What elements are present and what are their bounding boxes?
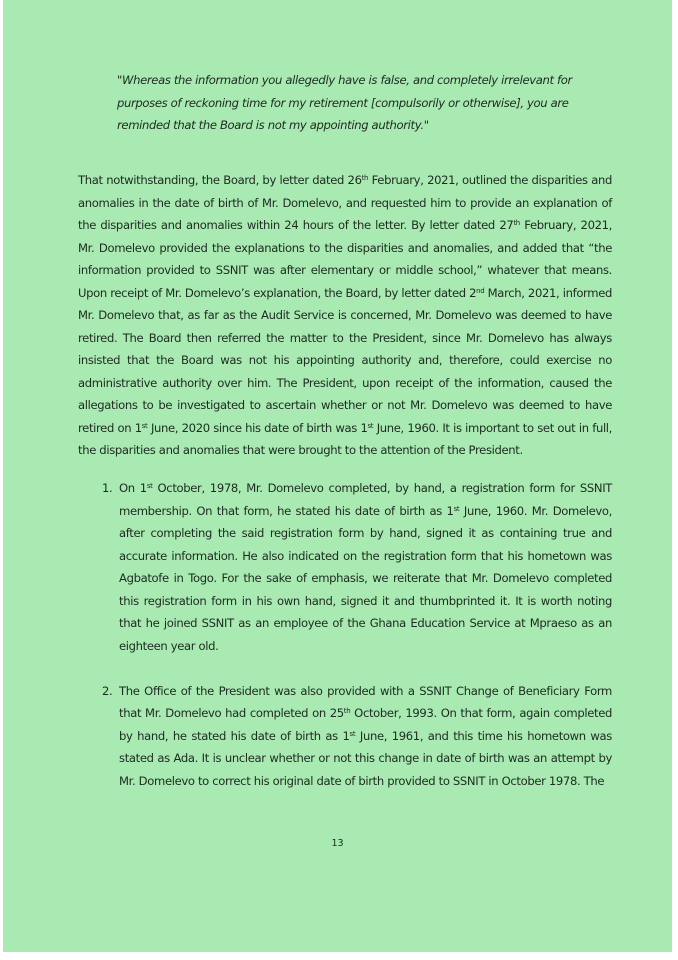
list-item-text: On 1 xyxy=(119,481,147,495)
ordinal-suffix: st xyxy=(349,729,356,738)
list-item-text: The Office of the President was also provided with a SSNIT Change of Beneficiary Form that Mr. Domelevo had completed on 25 xyxy=(119,683,612,720)
ordinal-suffix: st xyxy=(453,504,460,513)
list-item xyxy=(78,477,612,657)
paragraph-text: March, 2021, informed Mr. Domelevo that, as far as the Audit Service is concerned, Mr. Domelevo was deemed to have retired. The Board then referred the matter to the President, since Mr. Domelevo has always insisted that the Board was not his appointing authority and, therefore, could exercise no administrative authority over him. The President, upon receipt of the information, caused the allegations to be investigated to ascertain whether or not Mr. Domelevo was deemed to have retired on 1 xyxy=(78,285,613,435)
quote-open-mark: " xyxy=(117,73,122,87)
paragraph-text: June, 2020 since his date of birth was 1 xyxy=(147,420,368,435)
quote-text: Whereas the information you allegedly have is false, and completely irrelevant for purposes of reckoning time for my retirement [compulsorily or otherwise], you are reminded that the Board is not my appointing authority. xyxy=(117,73,572,132)
body-paragraph xyxy=(78,169,612,462)
ordinal-suffix: st xyxy=(146,482,153,490)
paragraph-text: That notwithstanding, the Board, by letter dated 26 xyxy=(78,173,362,187)
list-item-text: June, 1960. Mr. Domelevo, after completing the said registration form by hand, signed it as containing true and accurate information. He also indicated on the registration form that his hometown was Agbatofe in Togo. For the sake of emphasis, we reiterate that Mr. Domelevo completed this registration form in his own hand, signed it and thumbprinted it. It is worth noting that he joined SSNIT as an employee of the Ghana Education Service at Mpraeso as an eighteen year old. xyxy=(119,503,612,653)
document-page xyxy=(3,0,672,952)
list-item-text: June, 1961, and this time his hometown was stated as Ada. It is unclear whether or not this change in date of birth was an attempt by Mr. Domelevo to correct his original date of birth provided to SSNIT in October 1978. The xyxy=(119,728,612,788)
paragraph-text: February, 2021, Mr. Domelevo provided the explanations to the disparities and anomalies, and added that “the information provided to SSNIT was after elementary or middle school,” whatever that means. Upon receipt of Mr. Domelevo’s explanation, the Board, by letter dated 2 xyxy=(78,218,612,300)
page-number: 13 xyxy=(331,838,344,849)
paragraph-text: February, 2021, outlined the disparities and anomalies in the date of birth of Mr. Domelevo, and requested him to provide an explanation of the disparities and anomalies within 24 hours of the letter. By letter dated 27 xyxy=(78,173,613,232)
paragraph-text: June, 1960. It is important to set out in full, the disparities and anomalies that were brought to the attention of the President. xyxy=(78,420,613,457)
list-number: 1. xyxy=(102,481,113,495)
list-number: 2. xyxy=(102,683,113,698)
numbered-list xyxy=(78,477,612,815)
ordinal-suffix: st xyxy=(367,421,374,430)
ordinal-suffix: th xyxy=(343,707,351,715)
list-item-text: October, 1978, Mr. Domelevo completed, by hand, a registration form for SSNIT membership. On that form, he stated his date of birth as 1 xyxy=(119,481,613,518)
ordinal-suffix: st xyxy=(141,421,148,430)
ordinal-suffix: th xyxy=(361,174,369,182)
ordinal-suffix: th xyxy=(513,219,520,227)
quote-close-mark: " xyxy=(423,118,429,132)
list-item xyxy=(78,680,612,793)
block-quote xyxy=(117,69,579,137)
ordinal-suffix: nd xyxy=(476,286,485,295)
list-item-text: October, 1993. On that form, again completed by hand, he stated his date of birth as 1 xyxy=(119,706,612,743)
